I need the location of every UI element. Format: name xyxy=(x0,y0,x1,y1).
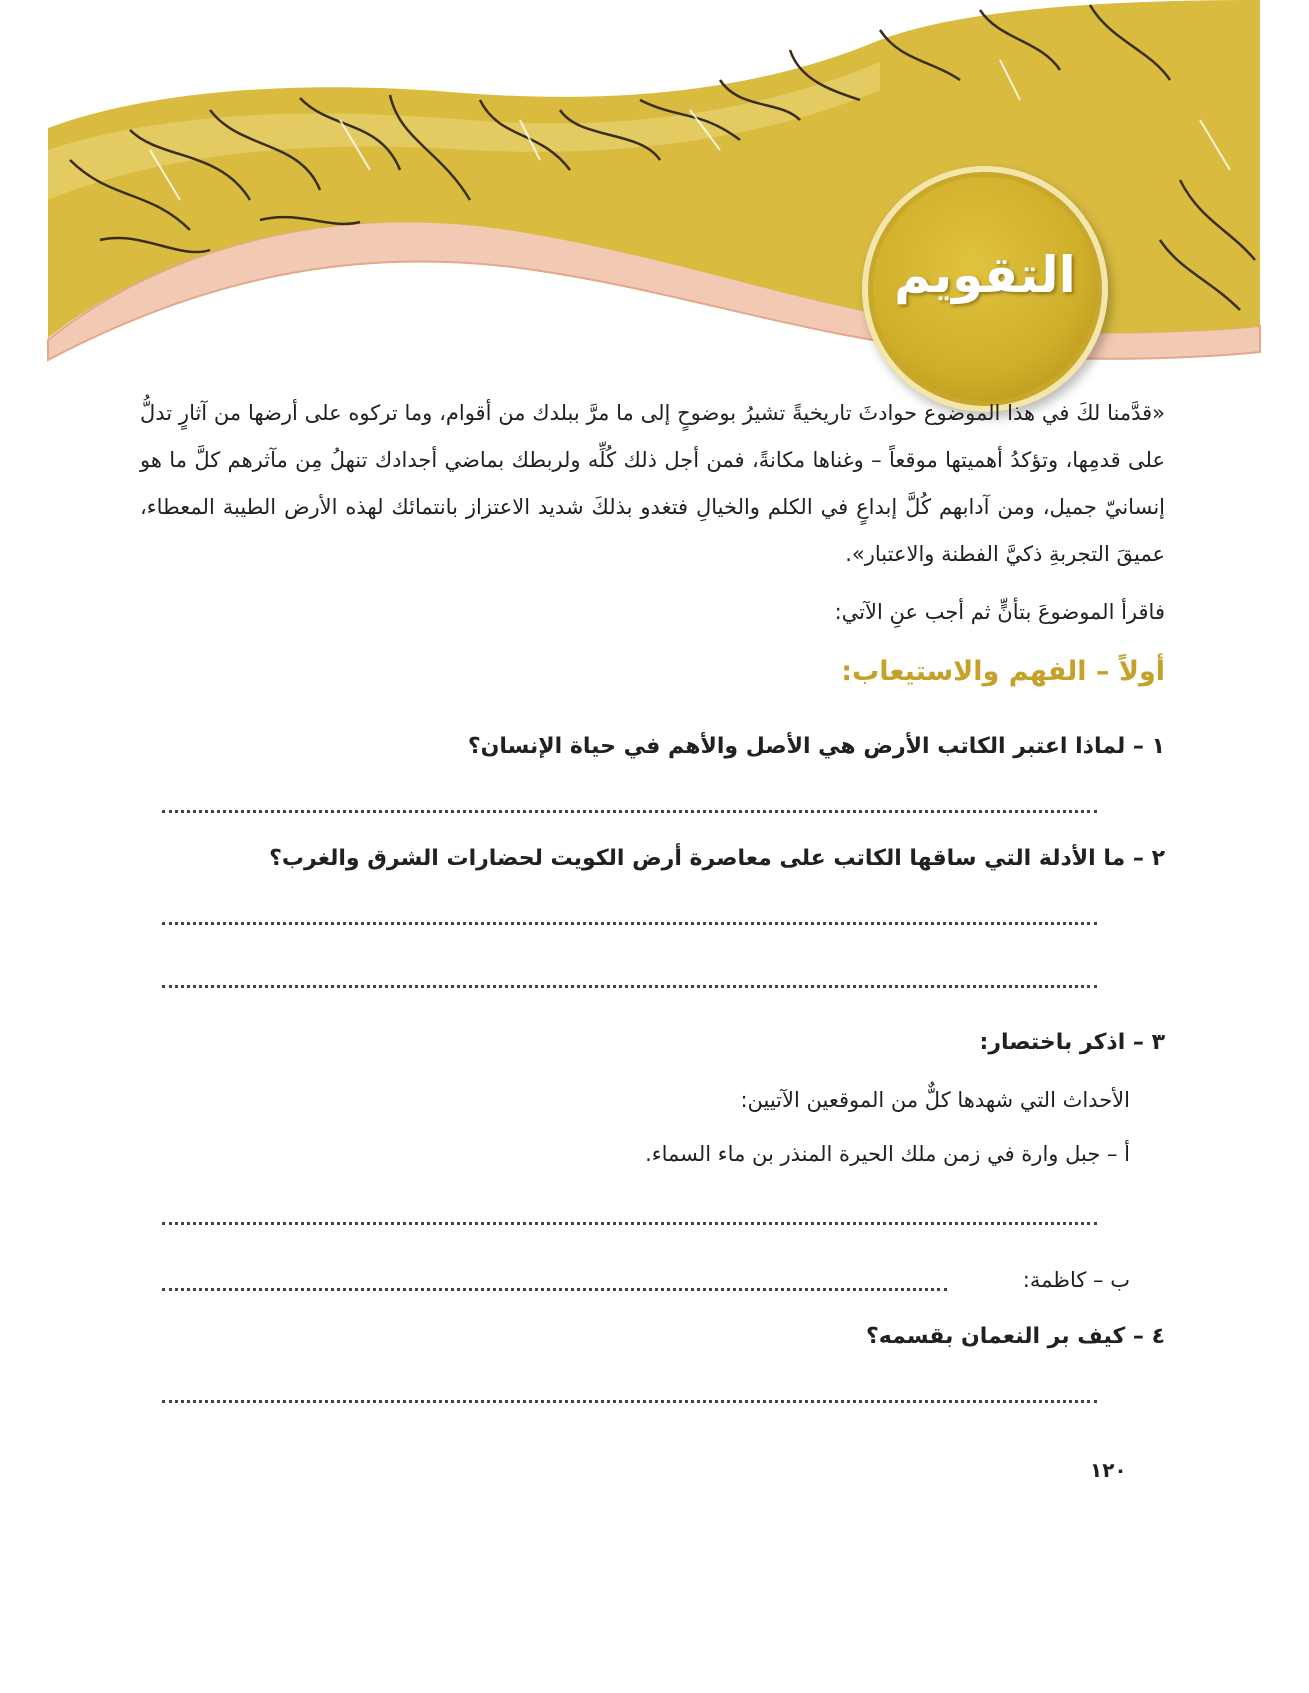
question-3-item-b: ب – كاظمة: xyxy=(1022,1268,1130,1292)
instruction-text: فاقرأ الموضوعَ بتأنٍّ ثم أجب عنِ الآتي: xyxy=(834,600,1165,624)
title-medallion xyxy=(862,166,1108,412)
question-4: ٤ – كيف بر النعمان بقسمه؟ xyxy=(866,1324,1165,1349)
answer-line-1[interactable] xyxy=(162,810,1097,813)
question-3: ٣ – اذكر باختصار: xyxy=(979,1030,1165,1055)
question-2: ٢ – ما الأدلة التي ساقها الكاتب على معاصرة أرض الكويت لحضارات الشرق والغرب؟ xyxy=(269,846,1165,871)
intro-paragraph: «قدَّمنا لكَ في هذا الموضوع حوادثَ تاريخيةً تشيرُ بوضوحٍ إلى ما مرَّ ببلدك من أقوام، وما تركوه على أرضها من آثارٍ تدلُّ على قدمِها، وتؤكدُ أهميتها موقعاً – وغناها مكانةً، فمن أجل ذلك كُلِّه ولربطك بماضي أجدادك تنهلُ مِن مآثرهم كلَّ ما هو إنسانيّ جميل، ومن آدابهم كُلَّ إبداعٍ في الكلم والخيالِ فتغدو بذلكَ شديد الاعتزاز بانتمائك لهذه الأرض الطيبة المعطاء، عميقَ التجربةِ ذكيَّ الفطنة والاعتبار». xyxy=(140,401,1165,566)
intro-paragraph-block xyxy=(140,390,1165,578)
question-1: ١ – لماذا اعتبر الكاتب الأرض هي الأصل والأهم في حياة الإنسان؟ xyxy=(467,734,1165,759)
answer-line-3b[interactable] xyxy=(162,1288,947,1291)
question-3-subtext: الأحداث التي شهدها كلٌّ من الموقعين الآتيين: xyxy=(740,1088,1130,1112)
answer-line-2a[interactable] xyxy=(162,922,1097,925)
page-number: ١٢٠ xyxy=(1090,1458,1127,1482)
answer-line-4[interactable] xyxy=(162,1400,1097,1403)
section-heading: أولاً – الفهم والاستيعاب: xyxy=(841,656,1165,687)
answer-line-2b[interactable] xyxy=(162,985,1097,988)
decorative-wave-banner xyxy=(0,0,1309,400)
page-title: التقويم xyxy=(894,246,1076,304)
question-3-item-a: أ – جبل وارة في زمن ملك الحيرة المنذر بن ماء السماء. xyxy=(645,1142,1130,1166)
answer-line-3a[interactable] xyxy=(162,1222,1097,1225)
